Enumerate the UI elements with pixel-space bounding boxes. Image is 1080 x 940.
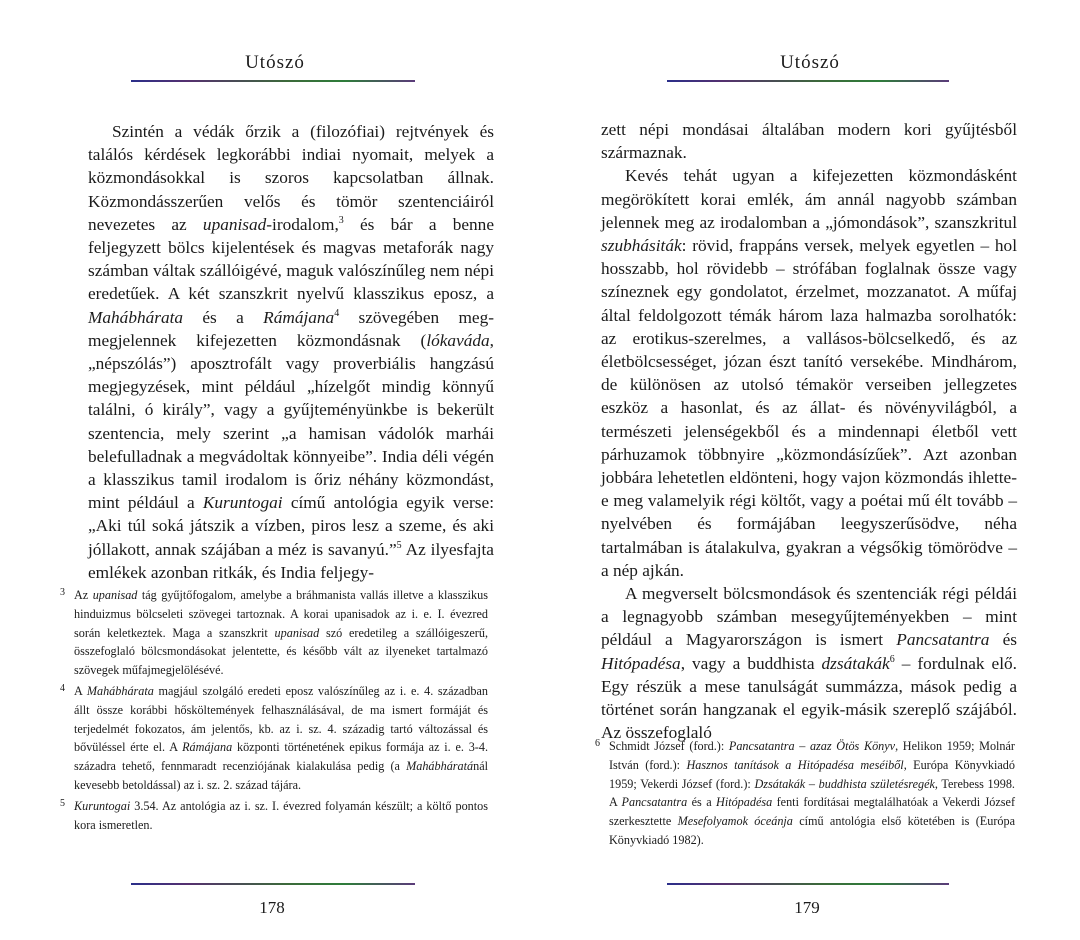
footnote: 6 Schmidt József (ford.): Pancsatantra – azaz Ötös Könyv, Helikon 1959; Molnár István (ford.): Hasznos tanítások a Hitópadésa meséiből, Európa Könyvkiadó 1959; Vekerdi József (ford.): Dzsátakák – buddhista születésregék, Terebess 1998. A Pancsatantra és a Hitópadésa fenti fordításai megtalálhatóak a Vekerdi József szerkesztette Mesefolyamok óceánja című antológia első kötetében is (Európa Könyvkiadó 1982). <box>595 737 1015 850</box>
page-number: 178 <box>259 898 285 917</box>
footnote-number: 3 <box>60 587 65 598</box>
footnote-number: 5 <box>60 797 65 809</box>
footer-rule <box>131 883 415 885</box>
paragraph: Szintén a védák őrzik a (filozófiai) rejtvények és találós kérdések legkorábbi indiai nyomait, melyek a közmondásokkal is szoros kapcsolatban állnak. Közmondásszerűen velős és tömör szentenciáiról nevezetes az upanisad-irodalom,$^3$ és bár a benne feljegyzett bölcs kijelentések és magvas metaforák nagy számban váltak szállóigévé, maguk valószínűleg nem népi eredetűek. A két szanszkrit nyelvű klasszikus eposz, a Mahábhárata és a Rámájana$^4$ szövegében meg-megjelennek kifejezetten közmondásnak (lókaváda, „népszólás”) aposztrofált vagy proverbiális hangzású megjegyzések, mint például „hízelgőt mindig könnyű találni, ó király”, vagy a gyűjteményünkbe is bekerült szentencia, mely szerint „a hamisan vádolók marhái belefulladnak a megvádoltak könnyeibe”. India déli végén a klasszikus tamil irodalom is őriz néhány közmondást, mint például a Kuruntogai című antológia egyik verse: „Aki túl soká játszik a vízben, piros lesz a szeme, és aki jóllakott, annak szájában a méz is savanyú.”$^5$ Az ilyesfajta emlékek azonban ritkák, és India feljegy- <box>88 122 494 582</box>
body-text <box>88 120 494 584</box>
right-page <box>540 0 1080 940</box>
footnote: 4 A Mahábhárata magjául szolgáló eredeti eposz valószínűleg az i. e. 4. században állt össze korábbi hősköltemények felhasználásával, de ma ismert formáját és terjedelmét fokozatos, ám jelentős, kb. az i. sz. 4. századig tartó változással és bővüléssel érte el. A Rámájana központi történetének epikus formája az i. e. 3-4. századra tehető, fennmaradt recenziójának kialakulása pedig (a Mahábháratánál kevesebb betoldással) az i. sz. 2. század tájára. <box>60 682 488 795</box>
running-head: Utószó <box>780 52 840 73</box>
header-rule <box>131 80 415 82</box>
footnote-ref: 6 <box>889 653 895 665</box>
footer-rule <box>667 883 949 885</box>
footnotes <box>60 586 488 836</box>
footnote-ref: 5 <box>396 539 402 551</box>
footnote: 5 Kuruntogai 3.54. Az antológia az i. sz. I. évezred folyamán készült; a költő pontos kora ismeretlen. <box>60 797 488 835</box>
footnote: 3 Az upanisad tág gyűjtőfogalom, amelybe a bráhmanista vallás illetve a klasszikus hinduizmus bölcseleti szövegei tartoznak. A korai upanisadok az i. e. I. évezred során keletkeztek. Maga a szanszkrit upanisad szó eredetileg a szállóigeszerű, összefoglaló bölcsmondásokat jelentette, és később vált az ilyeneket tartalmazó szövegek műfajmegjelölésévé. <box>60 586 488 680</box>
footnote-ref: 4 <box>334 307 340 319</box>
paragraph: Kevés tehát ugyan a kifejezetten közmondásként megörökített korai emlék, ám annál nagyobb számban jelennek meg az irodalomban a „jómondások”, szanszkritul szubhásiták: rövid, frappáns versek, melyek egyetlen – hol hosszabb, hol rövidebb – strófában foglalnak össze vagy színeznek egy gondolatot, érzelmet, mozzanatot. A műfaj által feldolgozott témák három laza halmazba sorolhatók: az erotikus-szerelmes, a vallásos-bölcselkedő, és az életbölcsességet, józan észt tanító versekébe. Mindhárom, de különösen az utolsó témakör verseiben jellegzetes eszköz a hasonlat, és az állat- és növényvilágból, a természeti jelenségekből és a mindennapi életből vett párhuzamok többnyire „közmondásízűek”. Azt azonban jobbára lehetetlen eldönteni, hogy vajon közmondás ihlette-e meg valamelyik régi költőt, vagy a poétai mű élt tovább – nyelvében és formájában leegyszerűsödve, néha tartalmában is átalakulva, gyakran a végsőkig tömörödve – a nép ajkán. <box>601 166 1017 580</box>
paragraph: zett népi mondásai általában modern kori gyűjtésből származnak. <box>601 120 1017 163</box>
footnote-ref: 3 <box>338 215 344 227</box>
running-head: Utószó <box>245 52 305 73</box>
body-text <box>601 118 1017 744</box>
paragraph: A megverselt bölcsmondások és szentenciák régi példái a legnagyobb számban mesegyűjteményekben – mint például a Magyarországon is ismert Pancsatantra és Hitópadésa, vagy a buddhista dzsátakák$^6$ – fordulnak elő. Egy részük a mese tanulságát summázza, mások pedig a történet során hangzanak el egyik-másik szereplő szájából. Az összefoglaló <box>601 584 1017 743</box>
footnote-number: 6 <box>595 738 600 749</box>
header-rule <box>667 80 949 82</box>
footnotes <box>595 737 1015 852</box>
page-number: 179 <box>794 898 820 917</box>
footnote-number: 4 <box>60 682 65 694</box>
